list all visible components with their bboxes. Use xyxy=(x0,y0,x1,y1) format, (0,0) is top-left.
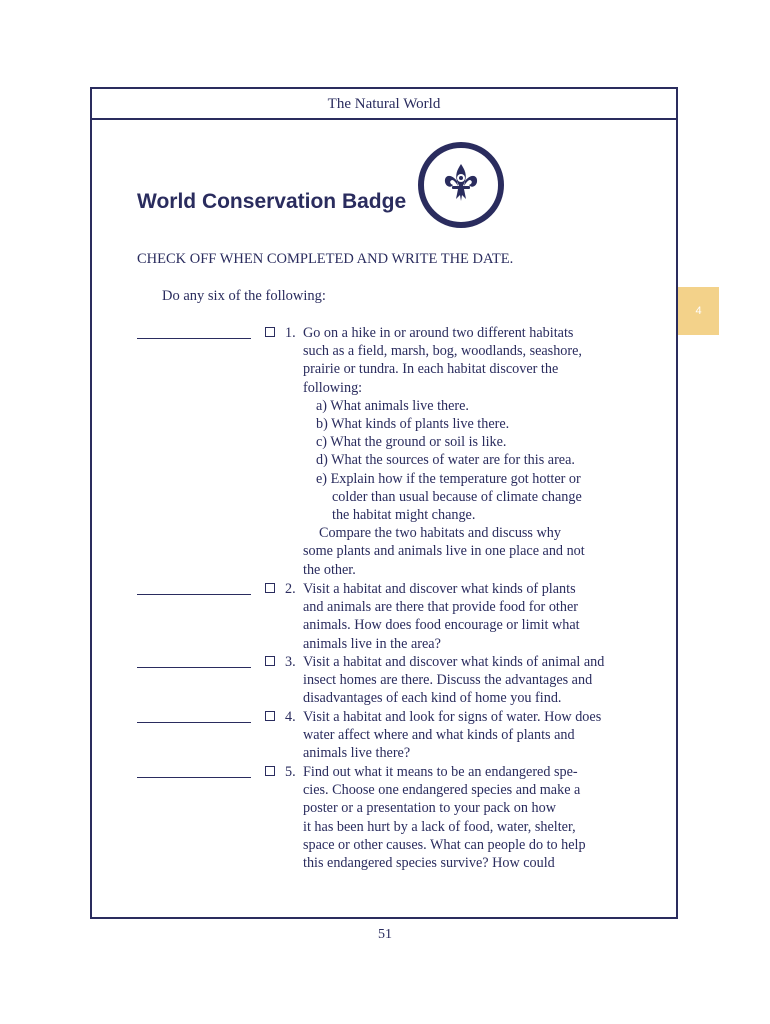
text-line: animals live in the area? xyxy=(303,635,441,652)
text-line: Visit a habitat and discover what kinds of animal and xyxy=(303,654,605,670)
requirement-text xyxy=(303,763,643,872)
text-line: Find out what it means to be an endangered spe- xyxy=(303,764,578,780)
sub-instruction-text: Do any six of the following: xyxy=(162,288,326,304)
requirement-number: 4. xyxy=(285,709,296,725)
text-line: some plants and animals live in one place and not xyxy=(303,543,585,560)
requirement-number: 5. xyxy=(285,764,296,780)
text-line: b) What kinds of plants live there. xyxy=(316,416,510,433)
text-line: Visit a habitat and look for signs of water. How does xyxy=(303,709,602,725)
text-line: prairie or tundra. In each habitat discover the xyxy=(303,361,559,378)
date-line[interactable] xyxy=(137,324,251,339)
text-line: e) Explain how if the temperature got hotter or xyxy=(316,470,581,487)
text-line: cies. Choose one endangered species and make a xyxy=(303,782,581,799)
date-line[interactable] xyxy=(137,580,251,595)
text-line: animals live there? xyxy=(303,745,411,762)
section-tab: 4 xyxy=(678,287,719,335)
requirement-text xyxy=(303,580,643,653)
checkbox[interactable] xyxy=(265,583,275,593)
text-line: poster or a presentation to your pack on how xyxy=(303,800,556,817)
text-line: insect homes are there. Discuss the advantages and xyxy=(303,672,593,689)
requirement-text xyxy=(303,324,643,579)
text-line: this endangered species survive? How could xyxy=(303,855,555,872)
requirement-number: 1. xyxy=(285,325,296,341)
text-line: colder than usual because of climate change xyxy=(332,488,582,505)
date-line[interactable] xyxy=(137,763,251,778)
text-line: c) What the ground or soil is like. xyxy=(316,434,507,451)
text-line: d) What the sources of water are for this area. xyxy=(316,452,575,469)
page-number: 51 xyxy=(378,927,392,942)
text-line: water affect where and what kinds of plants and xyxy=(303,727,575,744)
text-line: and animals are there that provide food for other xyxy=(303,599,578,616)
requirement-number: 3. xyxy=(285,654,296,670)
text-line: Compare the two habitats and discuss why xyxy=(319,525,561,542)
text-line: Visit a habitat and discover what kinds of plants xyxy=(303,581,576,597)
checkbox[interactable] xyxy=(265,766,275,776)
date-line[interactable] xyxy=(137,653,251,668)
text-line: animals. How does food encourage or limit what xyxy=(303,617,580,634)
text-line: Go on a hike in or around two different habitats xyxy=(303,325,574,341)
badge-title: World Conservation Badge xyxy=(137,190,407,213)
text-line: such as a field, marsh, bog, woodlands, seashore, xyxy=(303,343,582,360)
page-frame xyxy=(90,87,678,919)
section-header: The Natural World xyxy=(92,89,676,120)
requirement-number: 2. xyxy=(285,581,296,597)
text-line: the other. xyxy=(303,561,356,578)
text-line: the habitat might change. xyxy=(332,507,476,524)
text-line: it has been hurt by a lack of food, water, shelter, xyxy=(303,818,576,835)
instruction-text: CHECK OFF WHEN COMPLETED AND WRITE THE DATE. xyxy=(137,251,514,267)
checkbox[interactable] xyxy=(265,711,275,721)
text-line: following: xyxy=(303,379,363,396)
text-line: a) What animals live there. xyxy=(316,397,469,414)
text-line: space or other causes. What can people do to help xyxy=(303,836,586,853)
requirement-text xyxy=(303,708,643,763)
date-line[interactable] xyxy=(137,708,251,723)
text-line: disadvantages of each kind of home you find. xyxy=(303,690,562,707)
fleur-de-lis-icon xyxy=(439,161,483,210)
checkbox[interactable] xyxy=(265,656,275,666)
checkbox[interactable] xyxy=(265,327,275,337)
badge-emblem xyxy=(418,142,504,228)
requirement-text xyxy=(303,653,643,708)
